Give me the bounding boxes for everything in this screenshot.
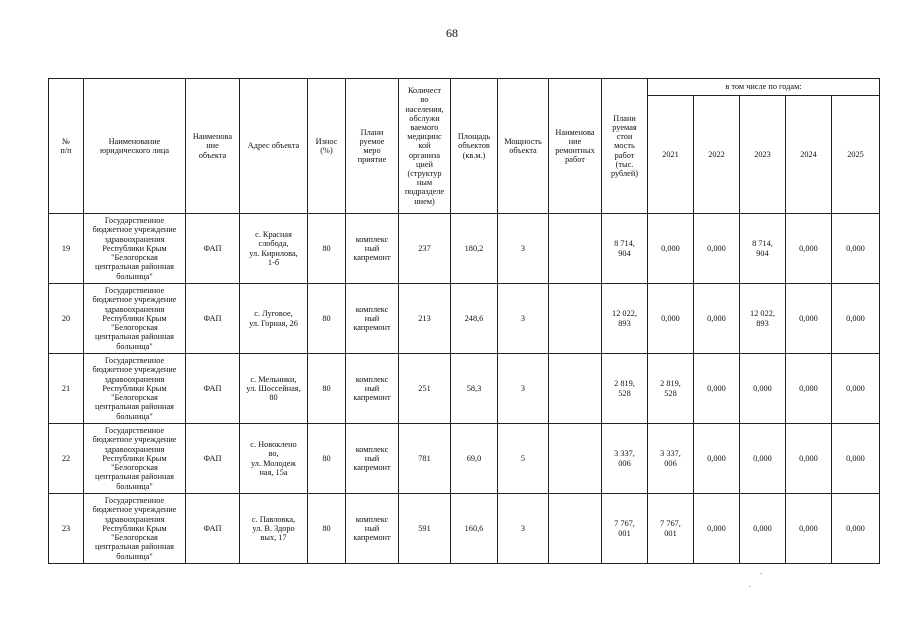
cell-measure: комплекс ный капремонт <box>346 424 399 494</box>
cell-wear: 80 <box>308 424 346 494</box>
cell-cost: 3 337, 006 <box>602 424 648 494</box>
cell-num: 22 <box>49 424 84 494</box>
cell-repair <box>549 424 602 494</box>
header-year-2025: 2025 <box>832 96 880 214</box>
cell-2024: 0,000 <box>786 284 832 354</box>
cell-2023: 12 022, 893 <box>740 284 786 354</box>
cell-2024: 0,000 <box>786 494 832 564</box>
header-year-2022: 2022 <box>694 96 740 214</box>
cell-capacity: 5 <box>498 424 549 494</box>
table-header <box>49 79 880 214</box>
header-by-years: в том числе по годам: <box>648 79 880 96</box>
cell-entity: Государственное бюджетное учреждение здравоохранения Республики Крым "Белогорская центральная районная больница" <box>84 284 186 354</box>
cell-entity: Государственное бюджетное учреждение здравоохранения Республики Крым "Белогорская центральная районная больница" <box>84 354 186 424</box>
cell-population: 213 <box>399 284 451 354</box>
header-planned-cost: Плани руемая стои мость работ (тыс. рублей) <box>602 79 648 214</box>
header-repair-name: Наименова ние ремонтных работ <box>549 79 602 214</box>
repair-plan-table <box>48 78 880 564</box>
scan-speck <box>749 586 751 587</box>
header-measure: Плани руемое меро приятие <box>346 79 399 214</box>
cell-entity: Государственное бюджетное учреждение здравоохранения Республики Крым "Белогорская центральная районная больница" <box>84 214 186 284</box>
cell-2022: 0,000 <box>694 424 740 494</box>
cell-repair <box>549 284 602 354</box>
cell-2021: 7 767, 001 <box>648 494 694 564</box>
cell-address: с. Красная слобода, ул. Кирилова, 1-б <box>240 214 308 284</box>
cell-measure: комплекс ный капремонт <box>346 494 399 564</box>
table-row <box>49 494 880 564</box>
table-row <box>49 354 880 424</box>
cell-population: 251 <box>399 354 451 424</box>
cell-repair <box>549 494 602 564</box>
cell-address: с. Луговое, ул. Горная, 26 <box>240 284 308 354</box>
cell-address: с. Новоклено во, ул. Молодеж ная, 15а <box>240 424 308 494</box>
header-address: Адрес объекта <box>240 79 308 214</box>
cell-2021: 0,000 <box>648 284 694 354</box>
cell-capacity: 3 <box>498 354 549 424</box>
cell-2022: 0,000 <box>694 494 740 564</box>
cell-repair <box>549 214 602 284</box>
cell-population: 237 <box>399 214 451 284</box>
table-row <box>49 214 880 284</box>
cell-population: 781 <box>399 424 451 494</box>
header-population: Количест во населения, обслужи ваемого медицинс кой организа цией (структур ным подразделе нием) <box>399 79 451 214</box>
cell-wear: 80 <box>308 354 346 424</box>
cell-cost: 2 819, 528 <box>602 354 648 424</box>
cell-2021: 2 819, 528 <box>648 354 694 424</box>
cell-2023: 0,000 <box>740 354 786 424</box>
cell-cost: 7 767, 001 <box>602 494 648 564</box>
cell-2025: 0,000 <box>832 494 880 564</box>
cell-2025: 0,000 <box>832 354 880 424</box>
scan-speck <box>760 573 762 574</box>
table-row <box>49 284 880 354</box>
cell-capacity: 3 <box>498 284 549 354</box>
cell-area: 180,2 <box>451 214 498 284</box>
cell-2022: 0,000 <box>694 354 740 424</box>
cell-2023: 8 714, 904 <box>740 214 786 284</box>
cell-address: с. Павловка, ул. В. Здоро вых, 17 <box>240 494 308 564</box>
header-year-2024: 2024 <box>786 96 832 214</box>
cell-2022: 0,000 <box>694 214 740 284</box>
cell-address: с. Мельники, ул. Шоссейная, 80 <box>240 354 308 424</box>
cell-2023: 0,000 <box>740 424 786 494</box>
cell-object: ФАП <box>186 214 240 284</box>
cell-cost: 12 022, 893 <box>602 284 648 354</box>
cell-2024: 0,000 <box>786 214 832 284</box>
header-object-name: Наименова ние объекта <box>186 79 240 214</box>
cell-capacity: 3 <box>498 214 549 284</box>
cell-area: 69,0 <box>451 424 498 494</box>
header-year-2021: 2021 <box>648 96 694 214</box>
header-capacity: Мощность объекта <box>498 79 549 214</box>
cell-2022: 0,000 <box>694 284 740 354</box>
header-wear: Износ (%) <box>308 79 346 214</box>
cell-2024: 0,000 <box>786 424 832 494</box>
cell-wear: 80 <box>308 214 346 284</box>
cell-area: 248,6 <box>451 284 498 354</box>
cell-wear: 80 <box>308 284 346 354</box>
cell-num: 23 <box>49 494 84 564</box>
cell-entity: Государственное бюджетное учреждение здравоохранения Республики Крым "Белогорская центральная районная больница" <box>84 424 186 494</box>
cell-measure: комплекс ный капремонт <box>346 214 399 284</box>
cell-2025: 0,000 <box>832 214 880 284</box>
cell-area: 160,6 <box>451 494 498 564</box>
header-area: Площадь объектов (кв.м.) <box>451 79 498 214</box>
cell-num: 21 <box>49 354 84 424</box>
cell-2025: 0,000 <box>832 424 880 494</box>
cell-repair <box>549 354 602 424</box>
cell-2021: 3 337, 006 <box>648 424 694 494</box>
cell-measure: комплекс ный капремонт <box>346 354 399 424</box>
header-year-2023: 2023 <box>740 96 786 214</box>
cell-cost: 8 714, 904 <box>602 214 648 284</box>
cell-2024: 0,000 <box>786 354 832 424</box>
cell-entity: Государственное бюджетное учреждение здравоохранения Республики Крым "Белогорская центральная районная больница" <box>84 494 186 564</box>
cell-2021: 0,000 <box>648 214 694 284</box>
header-legal-entity: Наименование юридического лица <box>84 79 186 214</box>
cell-measure: комплекс ный капремонт <box>346 284 399 354</box>
header-num: № п/п <box>49 79 84 214</box>
cell-object: ФАП <box>186 284 240 354</box>
table-body <box>49 214 880 564</box>
cell-object: ФАП <box>186 354 240 424</box>
cell-capacity: 3 <box>498 494 549 564</box>
cell-num: 19 <box>49 214 84 284</box>
cell-num: 20 <box>49 284 84 354</box>
cell-object: ФАП <box>186 424 240 494</box>
cell-area: 58,3 <box>451 354 498 424</box>
page-number: 68 <box>446 26 458 40</box>
table-row <box>49 424 880 494</box>
cell-population: 591 <box>399 494 451 564</box>
cell-object: ФАП <box>186 494 240 564</box>
cell-2025: 0,000 <box>832 284 880 354</box>
cell-wear: 80 <box>308 494 346 564</box>
cell-2023: 0,000 <box>740 494 786 564</box>
